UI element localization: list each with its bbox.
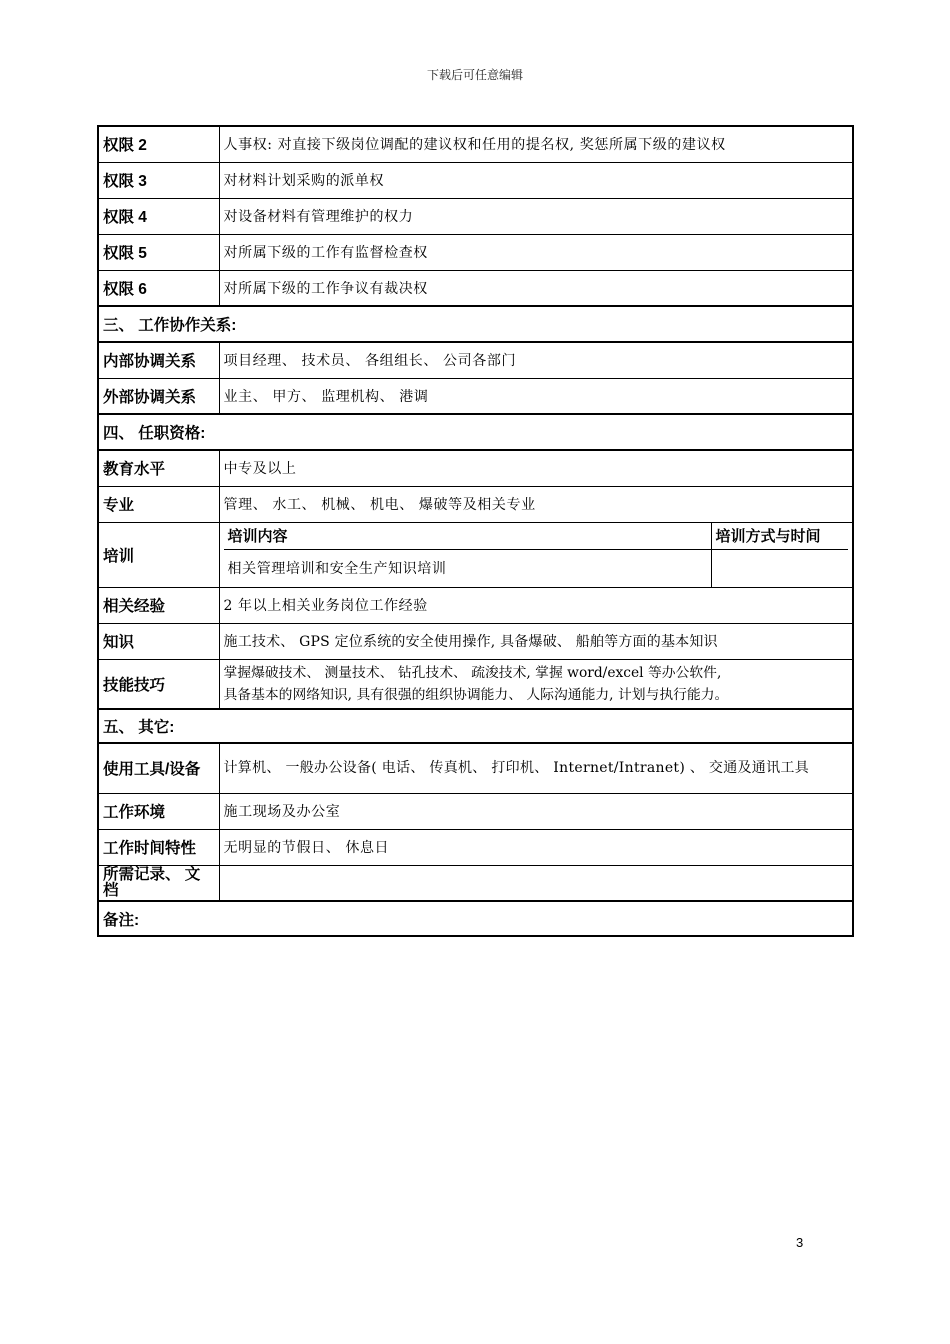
table-row <box>98 659 853 709</box>
skills-line-2: 具备基本的网络知识, 具有很强的组织协调能力、 人际沟通能力, 计划与执行能力。 <box>223 686 729 703</box>
row-label: 教育水平 <box>98 450 219 486</box>
section-header <box>98 709 853 743</box>
row-label: 权限 5 <box>98 234 219 270</box>
row-value: 管理、 水工、 机械、 机电、 爆破等及相关专业 <box>219 486 853 522</box>
row-value: 业主、 甲方、 监理机构、 港调 <box>219 378 853 414</box>
table-row <box>98 793 853 829</box>
training-cell <box>219 522 853 587</box>
row-value: 对所属下级的工作争议有裁决权 <box>219 270 853 306</box>
training-method-value <box>711 549 848 587</box>
section-title: 五、 其它: <box>98 709 853 743</box>
row-value <box>219 659 853 709</box>
row-label: 权限 2 <box>98 126 219 162</box>
row-label: 外部协调关系 <box>98 378 219 414</box>
row-value: 对设备材料有管理维护的权力 <box>219 198 853 234</box>
table-row <box>98 270 853 306</box>
row-label: 知识 <box>98 623 219 659</box>
training-content-value: 相关管理培训和安全生产知识培训 <box>224 549 712 587</box>
table-row <box>98 450 853 486</box>
row-label: 工作时间特性 <box>98 829 219 865</box>
training-subtable <box>224 523 849 587</box>
table-row <box>98 198 853 234</box>
table-row <box>98 234 853 270</box>
row-label: 技能技巧 <box>98 659 219 709</box>
table-row <box>98 743 853 793</box>
table-row <box>98 378 853 414</box>
row-value: 对材料计划采购的派单权 <box>219 162 853 198</box>
table-row <box>98 829 853 865</box>
row-label: 权限 6 <box>98 270 219 306</box>
row-value: 2 年以上相关业务岗位工作经验 <box>219 587 853 623</box>
row-label: 专业 <box>98 486 219 522</box>
table-row <box>98 865 853 901</box>
table-row <box>98 162 853 198</box>
row-value <box>219 865 853 901</box>
table-row <box>98 126 853 162</box>
section-header <box>98 414 853 450</box>
row-label: 权限 4 <box>98 198 219 234</box>
section-header <box>98 901 853 936</box>
row-value: 中专及以上 <box>219 450 853 486</box>
row-value: 无明显的节假日、 休息日 <box>219 829 853 865</box>
section-title: 三、 工作协作关系: <box>98 306 853 342</box>
remarks-label: 备注: <box>98 901 853 936</box>
header-note: 下载后可任意编辑 <box>426 68 523 82</box>
training-content-header: 培训内容 <box>224 523 712 550</box>
page-number: 3 <box>796 1235 804 1250</box>
row-value: 施工技术、 GPS 定位系统的安全使用操作, 具备爆破、 船舶等方面的基本知识 <box>219 623 853 659</box>
skills-line-1: 掌握爆破技术、 测量技术、 钻孔技术、 疏浚技术, 掌握 word/excel 等办公软件, <box>223 664 722 681</box>
table-row <box>98 486 853 522</box>
row-label: 权限 3 <box>98 162 219 198</box>
row-value: 项目经理、 技术员、 各组组长、 公司各部门 <box>219 342 853 378</box>
row-label: 所需记录、 文档 <box>98 865 219 901</box>
row-value: 施工现场及办公室 <box>219 793 853 829</box>
table-row <box>98 623 853 659</box>
job-description-table <box>97 125 854 937</box>
table-row <box>98 522 853 587</box>
table-row <box>98 342 853 378</box>
row-label: 相关经验 <box>98 587 219 623</box>
row-label: 工作环境 <box>98 793 219 829</box>
table-row <box>98 587 853 623</box>
row-label: 内部协调关系 <box>98 342 219 378</box>
training-method-header: 培训方式与时间 <box>711 523 848 550</box>
row-value: 对所属下级的工作有监督检查权 <box>219 234 853 270</box>
row-label: 使用工具/设备 <box>98 743 219 793</box>
row-value: 人事权: 对直接下级岗位调配的建议权和任用的提名权, 奖惩所属下级的建议权 <box>219 126 853 162</box>
section-title: 四、 任职资格: <box>98 414 853 450</box>
row-value: 计算机、 一般办公设备( 电话、 传真机、 打印机、 Internet/Intranet) 、 交通及通讯工具 <box>219 743 853 793</box>
row-label: 培训 <box>98 522 219 587</box>
section-header <box>98 306 853 342</box>
